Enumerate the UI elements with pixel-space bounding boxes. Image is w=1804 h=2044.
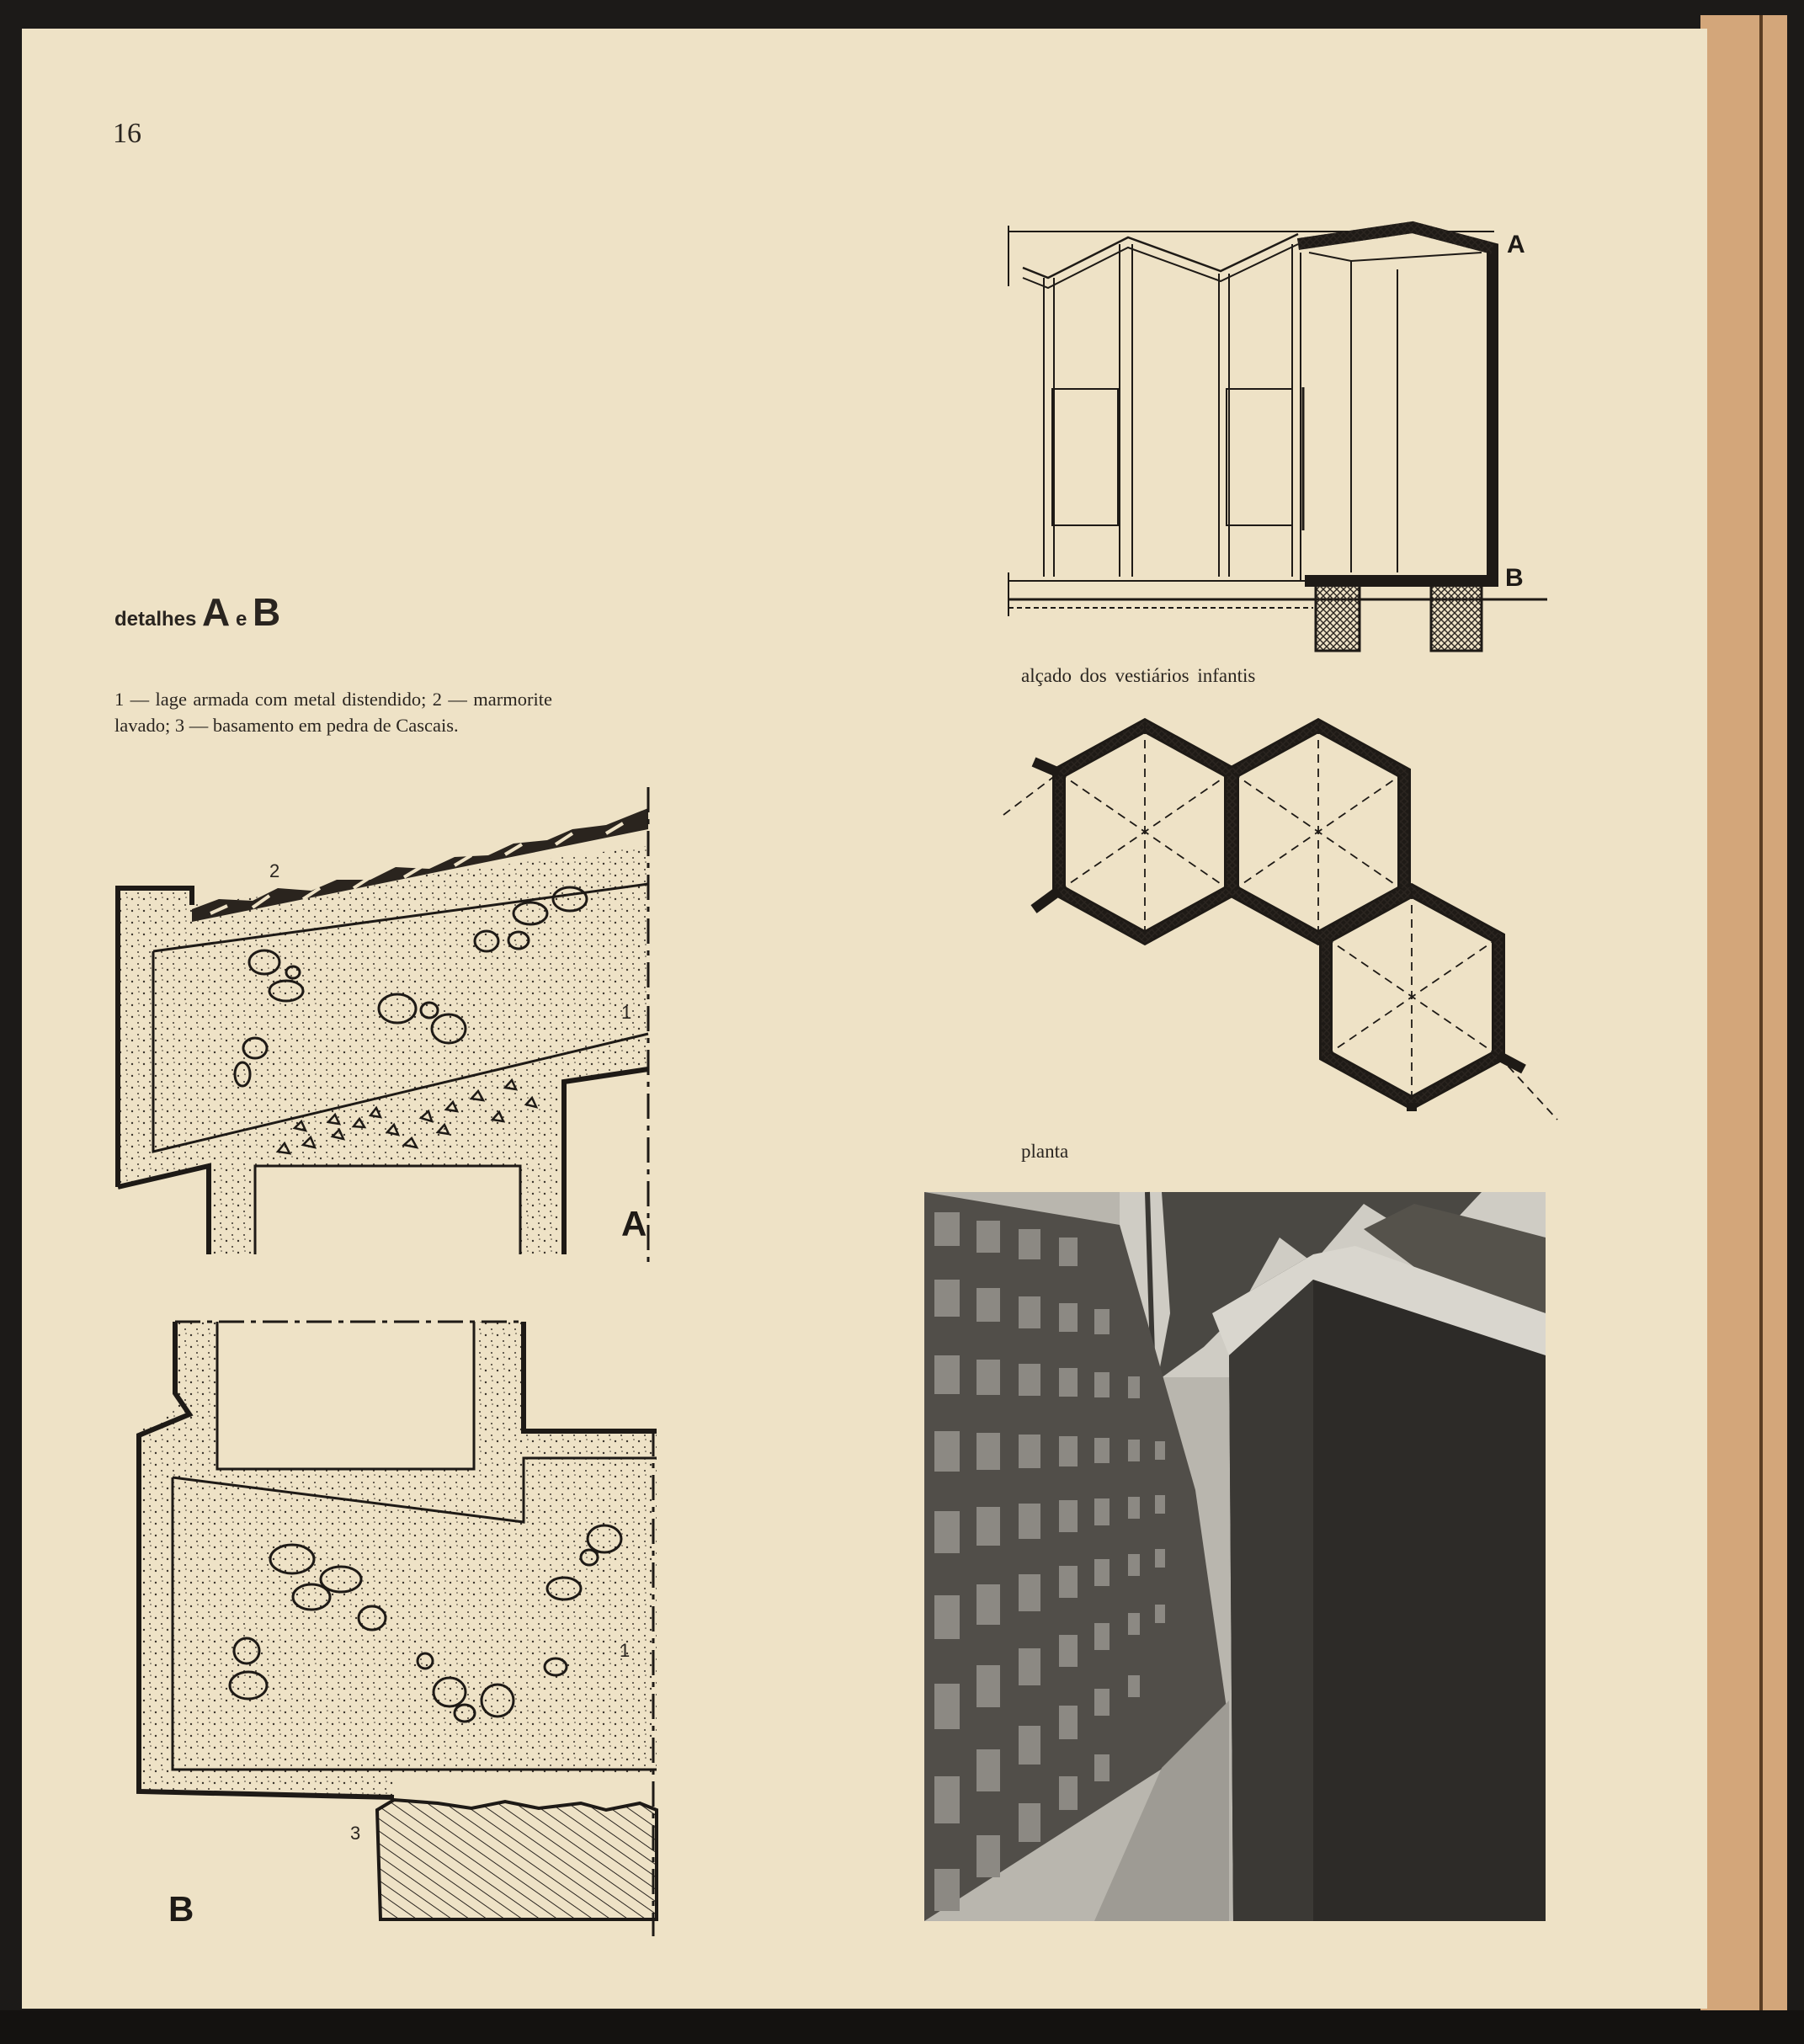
detail-b-callout-3: 3 [350, 1823, 361, 1844]
detail-a-callout-1: 1 [621, 1002, 632, 1023]
plan-caption: planta [1021, 1141, 1069, 1162]
details-heading [114, 589, 280, 635]
plan-drawing [1003, 726, 1557, 1120]
detail-b-drawing [139, 1322, 657, 1936]
detail-a-callout-2: 2 [269, 860, 280, 881]
details-heading-word: detalhes [114, 608, 197, 631]
detail-a-mark: A [621, 1204, 647, 1243]
detail-a-drawing [118, 787, 648, 1263]
details-heading-b: B [252, 590, 281, 634]
elevation-mark-a: A [1507, 231, 1525, 258]
elevation-mark-b: B [1505, 564, 1524, 592]
detail-b-mark: B [168, 1889, 194, 1929]
details-heading-conj: e [235, 608, 247, 631]
page-number: 16 [113, 118, 141, 149]
detail-b-callout-1: 1 [620, 1640, 631, 1661]
details-heading-a: A [202, 590, 231, 634]
photograph [924, 1192, 1546, 1921]
elevation-drawing [1008, 226, 1547, 651]
scan-bottom-edge [0, 2010, 1804, 2044]
elevation-caption: alçado dos vestiários infantis [1021, 665, 1256, 686]
details-legend: 1 — lage armada com metal distendido; 2 — marmorite lavado; 3 — basamento em pedra de Cascais. [114, 689, 552, 736]
